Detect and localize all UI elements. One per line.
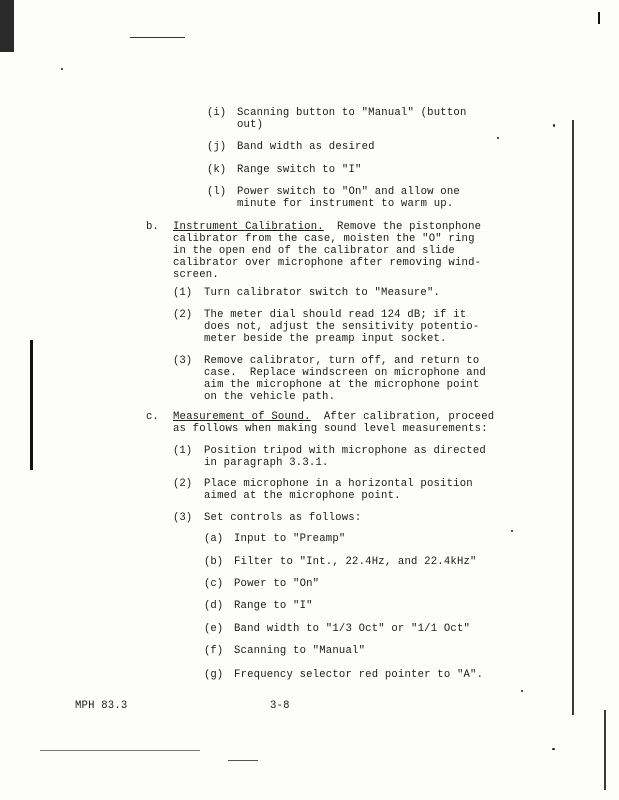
calibration-step-1-text: Turn calibrator switch to "Measure". (204, 287, 441, 299)
section-c-text-first: After calibration, proceed (310, 411, 495, 423)
item-j-text: Band width as desired (237, 141, 375, 153)
control-a-text: Input to "Preamp" (234, 533, 346, 545)
measurement-step-2-label: (2) (173, 478, 193, 490)
item-i-label: (i) (207, 107, 227, 119)
scan-edge-mark-top-left (0, 0, 14, 52)
control-b-text: Filter to "Int., 22.4Hz, and 22.4kHz" (234, 556, 477, 568)
section-b-paragraph (173, 221, 481, 233)
measurement-step-1-label: (1) (173, 445, 193, 457)
item-i-text: Scanning button to "Manual" (button out) (237, 107, 467, 131)
scan-speck (61, 68, 63, 70)
scan-margin-line-right (572, 120, 574, 715)
section-b-text-first: Remove the pistonphone (323, 221, 482, 233)
control-e-text: Band width to "1/3 Oct" or "1/1 Oct" (234, 623, 471, 635)
scan-margin-line-left (30, 340, 33, 470)
control-d-label: (d) (204, 600, 224, 612)
control-g-label: (g) (204, 669, 224, 681)
scan-dash-top (130, 37, 185, 38)
section-c-paragraph (173, 411, 494, 423)
item-l-label: (l) (207, 186, 227, 198)
scan-speck (511, 530, 513, 532)
section-c-heading: Measurement of Sound. (173, 411, 311, 423)
measurement-step-2-text: Place microphone in a horizontal position aimed at the microphone point. (204, 478, 473, 502)
section-b-label: b. (146, 221, 159, 233)
control-b-label: (b) (204, 556, 224, 568)
scan-speck (497, 137, 499, 139)
control-f-label: (f) (204, 645, 224, 657)
measurement-step-3-text: Set controls as follows: (204, 512, 362, 524)
scan-dash-bottom (40, 750, 200, 751)
item-k-label: (k) (207, 164, 227, 176)
calibration-step-1-label: (1) (173, 287, 193, 299)
scan-speck (553, 124, 555, 127)
measurement-step-3-label: (3) (173, 512, 193, 524)
scan-speck (552, 748, 555, 750)
control-a-label: (a) (204, 533, 224, 545)
scan-dash-bottom (228, 760, 258, 761)
calibration-step-3-text: Remove calibrator, turn off, and return to case. Replace windscreen on microphone and aim the microphone at the microphone point on the vehicle path. (204, 355, 486, 403)
item-j-label: (j) (207, 141, 227, 153)
scan-margin-line-bottom-right (604, 710, 606, 790)
calibration-step-2-label: (2) (173, 309, 193, 321)
footer-document-id: MPH 83.3 (75, 700, 128, 712)
section-c-label: c. (146, 411, 159, 423)
section-b-heading: Instrument Calibration. (173, 221, 324, 233)
control-c-text: Power to "On" (234, 578, 320, 590)
section-c-text-rest: as follows when making sound level measurements: (173, 423, 488, 435)
measurement-step-1-text: Position tripod with microphone as directed in paragraph 3.3.1. (204, 445, 486, 469)
item-k-text: Range switch to "I" (237, 164, 362, 176)
control-g-text: Frequency selector red pointer to "A". (234, 669, 484, 681)
control-e-label: (e) (204, 623, 224, 635)
scan-edge-mark-right (598, 12, 600, 24)
footer-page-number: 3-8 (270, 700, 290, 712)
scan-speck (521, 690, 523, 692)
control-d-text: Range to "I" (234, 600, 313, 612)
control-c-label: (c) (204, 578, 224, 590)
calibration-step-2-text: The meter dial should read 124 dB; if it does not, adjust the sensitivity potentio- meter beside the preamp input socket. (204, 309, 480, 345)
calibration-step-3-label: (3) (173, 355, 193, 367)
section-b-text-rest: calibrator from the case, moisten the "O" ring in the open end of the calibrator and slide calibrator over microphone after removing wind- screen. (173, 233, 482, 281)
control-f-text: Scanning to "Manual" (234, 645, 366, 657)
item-l-text: Power switch to "On" and allow one minute for instrument to warm up. (237, 186, 460, 210)
